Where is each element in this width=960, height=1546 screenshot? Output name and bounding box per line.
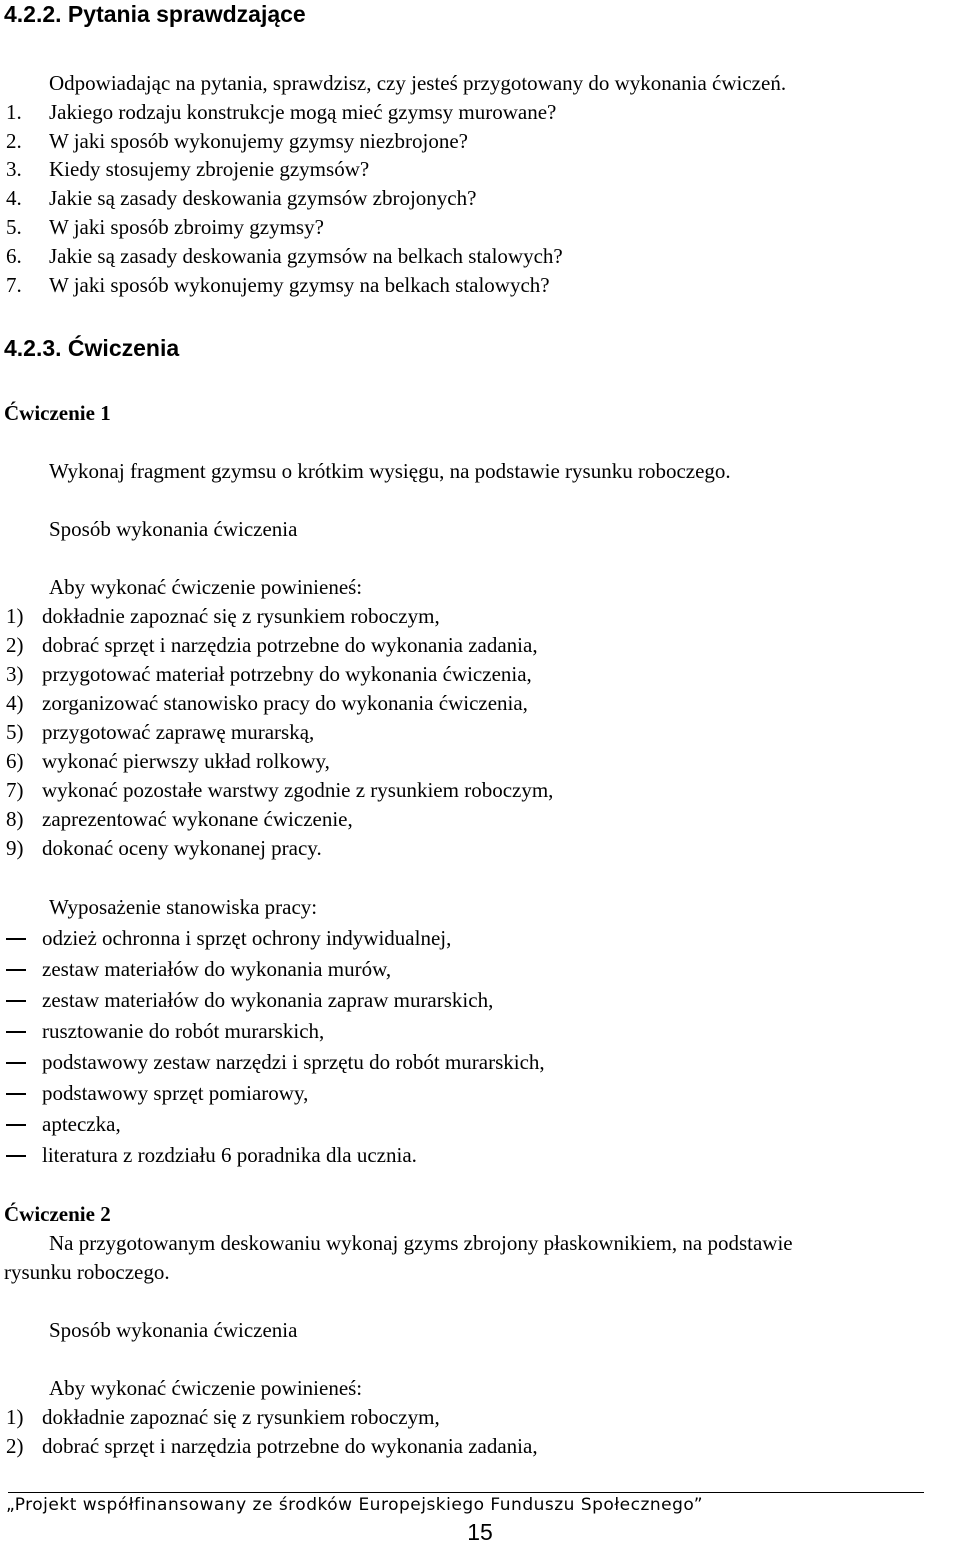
step-number: 2) [6, 1434, 24, 1458]
dash-bullet-icon [6, 938, 26, 940]
step-number: 1) [6, 604, 24, 628]
step-text: zaprezentować wykonane ćwiczenie, [42, 807, 353, 831]
step-number: 6) [6, 749, 24, 773]
dash-bullet-icon [6, 1093, 26, 1095]
question-number: 6. [6, 244, 22, 268]
step-number: 9) [6, 836, 24, 860]
dash-bullet-icon [6, 1124, 26, 1126]
step-text: dobrać sprzęt i narzędzia potrzebne do wykonania zadania, [42, 633, 538, 657]
step-number: 3) [6, 662, 24, 686]
question-text: Jakie są zasady deskowania gzymsów na belkach stalowych? [49, 244, 563, 268]
step-text: wykonać pierwszy układ rolkowy, [42, 749, 330, 773]
exercise-2-method-heading: Sposób wykonania ćwiczenia [49, 1318, 298, 1342]
step-text: dokonać oceny wykonanej pracy. [42, 836, 322, 860]
footer-divider [8, 1492, 924, 1493]
step-number: 7) [6, 778, 24, 802]
step-number: 1) [6, 1405, 24, 1429]
dash-bullet-icon [6, 1031, 26, 1033]
question-text: Jakiego rodzaju konstrukcje mogą mieć gzymsy murowane? [49, 100, 557, 124]
dash-bullet-icon [6, 1000, 26, 1002]
equipment-text: literatura z rozdziału 6 poradnika dla ucznia. [42, 1143, 417, 1167]
equipment-text: rusztowanie do robót murarskich, [42, 1019, 325, 1043]
equipment-text: zestaw materiałów do wykonania murów, [42, 957, 392, 981]
exercise-1-steps-intro: Aby wykonać ćwiczenie powinieneś: [49, 575, 363, 599]
question-text: W jaki sposób wykonujemy gzymsy niezbrojone? [49, 129, 468, 153]
page-number: 15 [467, 1519, 493, 1545]
dash-bullet-icon [6, 969, 26, 971]
exercise-1-title: Ćwiczenie 1 [4, 401, 111, 425]
question-number: 2. [6, 129, 22, 153]
question-number: 4. [6, 186, 22, 210]
step-text: wykonać pozostałe warstwy zgodnie z rysunkiem roboczym, [42, 778, 554, 802]
step-text: przygotować materiał potrzebny do wykonania ćwiczenia, [42, 662, 532, 686]
equipment-text: odzież ochronna i sprzęt ochrony indywidualnej, [42, 926, 452, 950]
footer-text: „Projekt współfinansowany ze środków Europejskiego Funduszu Społecznego” [6, 1495, 704, 1515]
exercise-2-task-line2: rysunku roboczego. [4, 1260, 170, 1284]
question-text: W jaki sposób wykonujemy gzymsy na belkach stalowych? [49, 273, 550, 297]
step-number: 5) [6, 720, 24, 744]
step-text: dobrać sprzęt i narzędzia potrzebne do wykonania zadania, [42, 1434, 538, 1458]
equipment-text: podstawowy zestaw narzędzi i sprzętu do robót murarskich, [42, 1050, 545, 1074]
step-text: dokładnie zapoznać się z rysunkiem roboczym, [42, 604, 440, 628]
intro-text: Odpowiadając na pytania, sprawdzisz, czy jesteś przygotowany do wykonania ćwiczeń. [49, 71, 787, 95]
step-text: zorganizować stanowisko pracy do wykonania ćwiczenia, [42, 691, 528, 715]
equipment-text: podstawowy sprzęt pomiarowy, [42, 1081, 309, 1105]
step-number: 4) [6, 691, 24, 715]
question-number: 1. [6, 100, 22, 124]
step-text: przygotować zaprawę murarską, [42, 720, 315, 744]
dash-bullet-icon [6, 1155, 26, 1157]
exercise-2-title: Ćwiczenie 2 [4, 1202, 111, 1226]
equipment-heading: Wyposażenie stanowiska pracy: [49, 895, 318, 919]
step-number: 2) [6, 633, 24, 657]
exercise-2-task-line1: Na przygotowanym deskowaniu wykonaj gzyms zbrojony płaskownikiem, na podstawie [49, 1231, 793, 1255]
question-number: 3. [6, 157, 22, 181]
exercises-title: 4.2.3. Ćwiczenia [4, 335, 180, 361]
section-title: 4.2.2. Pytania sprawdzające [4, 1, 306, 27]
exercise-2-steps-intro: Aby wykonać ćwiczenie powinieneś: [49, 1376, 363, 1400]
question-text: Jakie są zasady deskowania gzymsów zbrojonych? [49, 186, 477, 210]
step-text: dokładnie zapoznać się z rysunkiem roboczym, [42, 1405, 440, 1429]
question-text: W jaki sposób zbroimy gzymsy? [49, 215, 324, 239]
question-text: Kiedy stosujemy zbrojenie gzymsów? [49, 157, 370, 181]
dash-bullet-icon [6, 1062, 26, 1064]
step-number: 8) [6, 807, 24, 831]
equipment-text: apteczka, [42, 1112, 121, 1136]
exercise-1-task: Wykonaj fragment gzymsu o krótkim wysięgu, na podstawie rysunku roboczego. [49, 459, 731, 483]
equipment-text: zestaw materiałów do wykonania zapraw murarskich, [42, 988, 494, 1012]
question-number: 7. [6, 273, 22, 297]
exercise-1-method-heading: Sposób wykonania ćwiczenia [49, 517, 298, 541]
question-number: 5. [6, 215, 22, 239]
